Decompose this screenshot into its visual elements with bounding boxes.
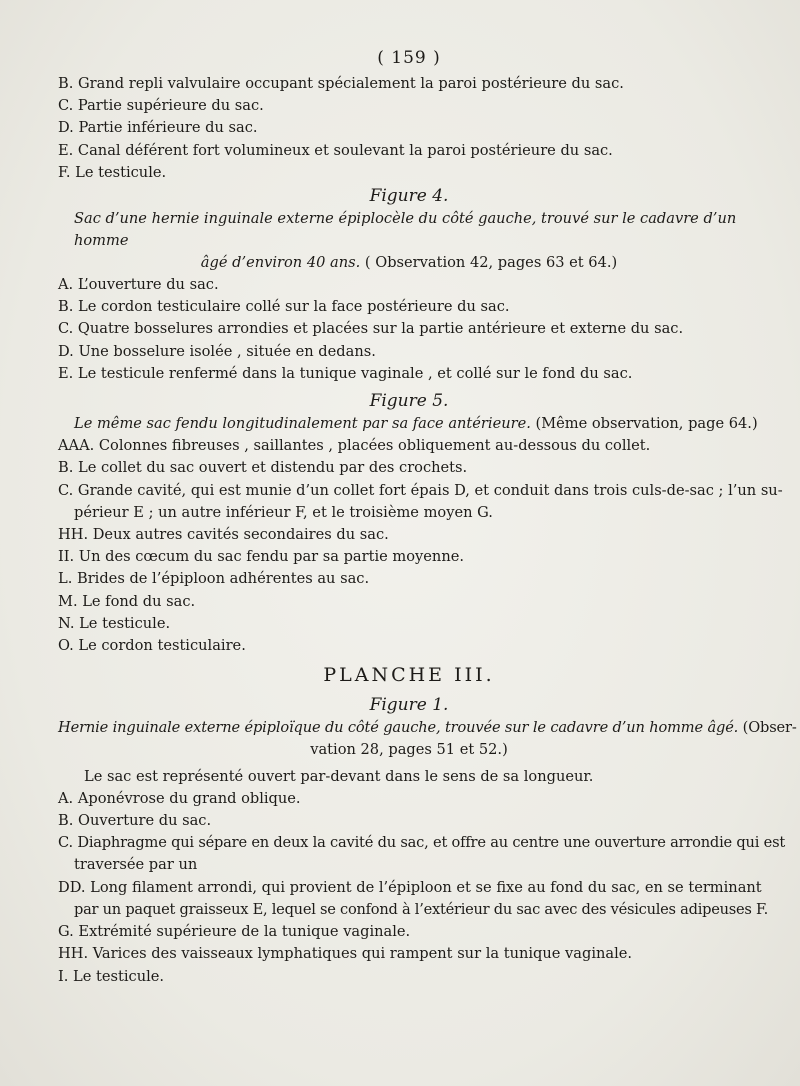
legend-item: HH. Varices des vaisseaux lymphatiques qui rampent sur la tunique vaginale. [58, 945, 633, 963]
legend-item-continuation: traversée par un [74, 856, 198, 874]
legend-item: HH. Deux autres cavités secondaires du sac. [58, 526, 389, 544]
figure-1-caption-italic: Hernie inguinale externe épiploïque du côté gauche, trouvée sur le cadavre d’un homme âgé. [58, 719, 739, 737]
figure-5-title: Figure 5. [369, 391, 449, 412]
legend-item: O. Le cordon testiculaire. [58, 637, 246, 655]
legend-item: D. Une bosselure isolée , située en dedans. [58, 342, 376, 360]
figure-4-caption-ref: ( Observation 42, pages 63 et 64.) [360, 254, 618, 272]
figure-5-caption [58, 413, 760, 435]
legend-item: C. Diaphragme qui sépare en deux la cavité du sac, et offre au centre une ouverture arrondie qui est [58, 834, 786, 852]
legend-item: D. Partie inférieure du sac. [58, 119, 258, 137]
legend-item: L. Brides de l’épiploon adhérentes au sac. [58, 570, 370, 588]
legend-item: DD. Long filament arrondi, qui provient de l’épiploon et se fixe au fond du sac, en se terminant [58, 878, 762, 896]
figure-1-caption-line2: vation 28, pages 51 et 52.) [310, 741, 508, 759]
legend-item: B. Le collet du sac ouvert et distendu par des crochets. [58, 459, 468, 477]
figure-4-caption-italic: âgé d’environ 40 ans. [200, 254, 361, 272]
legend-item: G. Extrémité supérieure de la tunique vaginale. [58, 923, 411, 941]
legend-item: B. Grand repli valvulaire occupant spécialement la paroi postérieure du sac. [58, 75, 624, 92]
figure-4-caption-line1: Sac d’une hernie inguinale externe épiplocèle du côté gauche, trouvé sur le cadavre d’un homme [74, 210, 737, 250]
figure-1-caption-ref: (Obser- [738, 719, 797, 737]
figure-4-caption-line2 [58, 252, 760, 274]
legend-item: M. Le fond du sac. [58, 592, 196, 610]
figure-4-title: Figure 4. [369, 186, 449, 207]
legend-item: B. Le cordon testiculaire collé sur la face postérieure du sac. [58, 298, 510, 316]
figure-5-caption-italic: Le même sac fendu longitudinalement par sa face antérieure. [74, 415, 531, 433]
figure-5-caption-ref: (Même observation, page 64.) [530, 415, 758, 433]
legend-item: C. Grande cavité, qui est munie d’un collet fort épais D, et conduit dans trois culs-de-sac ; l’un su- [58, 481, 783, 499]
legend-item: II. Un des cœcum du sac fendu par sa partie moyenne. [58, 548, 464, 566]
text-body [58, 48, 797, 988]
legend-item: I. Le testicule. [58, 967, 165, 985]
legend-item: A. L’ouverture du sac. [58, 276, 219, 294]
legend-item: C. Partie supérieure du sac. [58, 97, 264, 115]
plate-heading: PLANCHE III. [323, 664, 495, 687]
legend-item: B. Ouverture du sac. [58, 812, 212, 830]
figure-1-intro: Le sac est représenté ouvert par-devant dans le sens de sa longueur. [84, 767, 594, 785]
legend-item: E. Canal déférent fort volumineux et soulevant la paroi postérieure du sac. [58, 141, 613, 159]
figure-1-caption [58, 717, 797, 739]
figure-1-title: Figure 1. [369, 695, 449, 716]
legend-item: AAA. Colonnes fibreuses , saillantes , placées obliquement au-dessous du collet. [58, 437, 651, 455]
legend-item: F. Le testicule. [58, 163, 167, 181]
legend-item: A. Aponévrose du grand oblique. [58, 789, 301, 807]
page-number: ( 159 ) [377, 48, 441, 68]
legend-item-continuation: par un paquet graisseux E, lequel se confond à l’extérieur du sac avec des vésicules adipeuses F. [74, 900, 769, 918]
legend-item: E. Le testicule renfermé dans la tunique vaginale , et collé sur le fond du sac. [58, 364, 633, 382]
legend-item: C. Quatre bosselures arrondies et placées sur la partie antérieure et externe du sac. [58, 320, 684, 338]
legend-item-continuation: périeur E ; un autre inférieur F, et le troisième moyen G. [74, 503, 493, 521]
legend-item: N. Le testicule. [58, 614, 171, 632]
